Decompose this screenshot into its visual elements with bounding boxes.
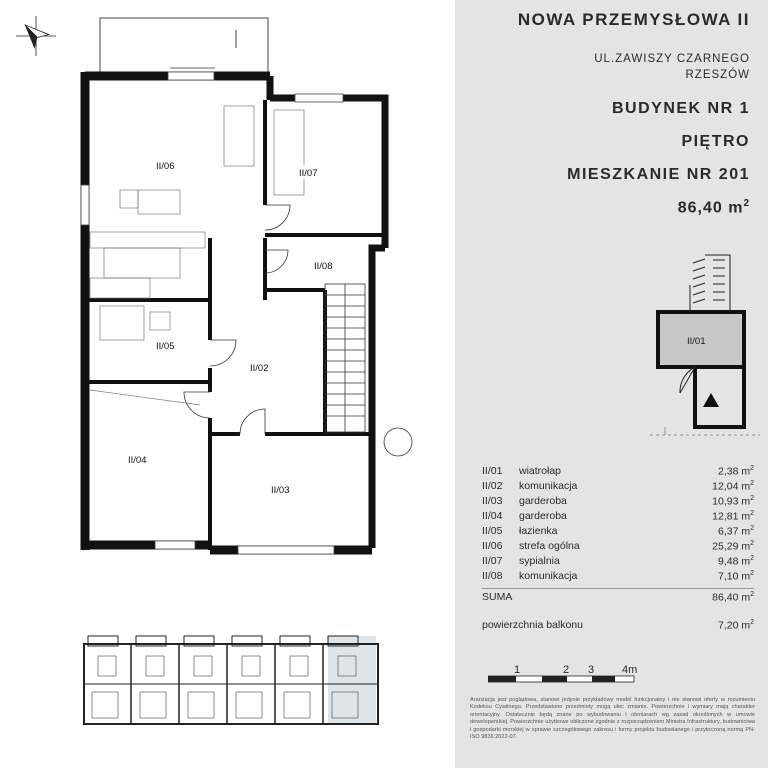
balcony-label: powierzchnia balkonu [482,619,583,631]
room-row [482,555,754,570]
room-name: garderoba [519,510,567,522]
balcony [100,18,268,76]
entrance-arrow-icon [703,393,719,407]
apartment-floor-plan [60,10,440,570]
room-area: 7,10 $m^2$ [717,570,754,583]
building-number: BUDYNEK NR 1 [611,100,750,117]
room-row [482,540,754,555]
room-row [482,570,754,585]
room-code: II/08 [482,570,503,582]
room-row [482,510,754,525]
key-plan-highlight [328,636,376,724]
room-area: 12,81 $m^2$ [712,510,754,523]
plan-label-r08: II/08 [314,261,333,272]
plan-label-r07: II/07 [299,168,318,179]
room-name: łazienka [519,525,558,537]
compass-icon [14,14,58,58]
room-area: 2,38 $m^2$ [717,465,754,478]
room-area: 12,04 $m^2$ [712,480,754,493]
room-code: II/02 [482,480,503,492]
room-row [482,465,754,480]
project-title: NOWA PRZEMYSŁOWA II [517,10,750,29]
disclaimer-text: Aranżacja jest poglądowa, stanowi jedynie przykładowy model funkcjonalny i nie stanowi oferty w rozumieniu Kodeksu Cywilnego. Przedstawione przedmioty mogą ulec zmianie. Powierzchnie i wymiary mają charakter orientacyjny. Ostatecznie będą znane po wybudowaniu i obmiarach wg zasad określonych w umowie deweloperskiej. Powierzchnie użytkowe obliczone zgodnie z rozporządzeniem Ministra Infrastruktury, budownictwa i gospodarki morskiej w sprawie szczegółowego zakresu i formy projektu budowlanego i przytoczoną normą PN-ISO 9836:2022-07. [470,697,755,741]
balcony-row [482,619,754,634]
info-panel [455,0,768,768]
scale-label-4m: 4m [622,664,638,676]
room-name: strefa ogólna [519,540,580,552]
sum-row [482,591,754,606]
key-plan-outline [705,255,730,310]
room-row [482,525,754,540]
apartment-area [455,198,750,217]
room-name: sypialnia [519,555,560,567]
room-code: II/06 [482,540,503,552]
key-plan-vestibule [645,245,765,445]
room-code: II/01 [482,465,503,477]
apartment-number: MIESZKANIE NR 201 [567,166,750,183]
room-area: 25,29 $m^2$ [712,540,754,553]
plan-label-r05: II/05 [156,341,175,352]
room-row [482,495,754,510]
room-area: 9,48 $m^2$ [717,555,754,568]
room-code: II/05 [482,525,503,537]
area-unit-superscript: 2 [743,198,750,209]
room-name: wiatrołap [519,465,562,477]
scale-label-1: 1 [514,664,521,676]
room-code: II/04 [482,510,503,522]
city-name: RZESZÓW [685,69,750,81]
sum-value: 86,40 $m^2$ [712,591,754,604]
plan-label-r03: II/03 [271,485,290,496]
plan-label-r02: II/02 [250,363,269,374]
room-code: II/07 [482,555,503,567]
stair-light-well [384,428,412,456]
building-key-plan [78,632,388,728]
floor-name: PIĘTRO [681,133,750,150]
plan-label-r01: II/01 [687,336,706,347]
sum-label: SUMA [482,591,513,603]
apartment-area-value: 86,40 m [677,199,744,217]
room-area: 6,37 $m^2$ [717,525,754,538]
scale-label-3: 3 [588,664,595,676]
plan-label-r06: II/06 [156,161,175,172]
sum-divider [482,588,754,589]
room-code: II/03 [482,495,503,507]
balcony-value: 7,20 $m^2$ [717,619,754,632]
room-name: komunikacja [519,570,578,582]
room-area: 10,93 $m^2$ [712,495,754,508]
scale-label-2: 2 [563,664,570,676]
room-name: komunikacja [519,480,578,492]
plan-label-r04: II/04 [128,455,147,466]
room-row [482,480,754,495]
room-name: garderoba [519,495,567,507]
street-address: UL.ZAWISZY CZARNEGO [594,53,750,65]
